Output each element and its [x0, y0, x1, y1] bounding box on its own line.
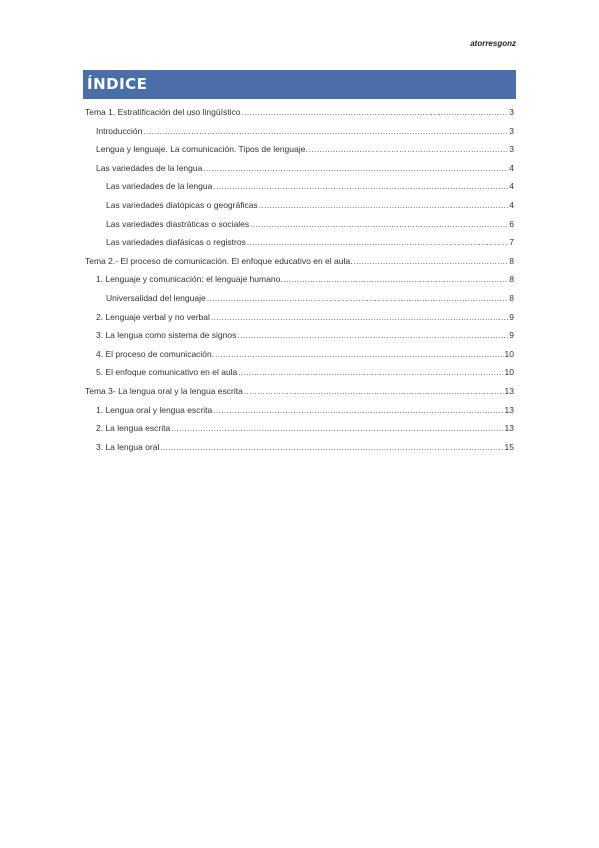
toc-entry[interactable] [96, 401, 514, 415]
toc-entry[interactable] [96, 363, 514, 377]
toc-page-number: 10 [504, 348, 514, 359]
index-title: ÍNDICE [87, 75, 148, 93]
toc-page-number: 9 [509, 330, 514, 341]
toc-dot-leader [213, 405, 503, 415]
toc-dot-leader [250, 219, 508, 229]
toc-entry-title: Tema 3- La lengua oral y la lengua escrita [85, 386, 243, 396]
toc-entry-title: 3. La lengua como sistema de signos [96, 330, 237, 341]
toc-page-number: 3 [509, 107, 514, 117]
toc-entry[interactable] [96, 122, 514, 136]
toc-entry-title: Tema 2.- El proceso de comunicación. El enfoque educativo en el aula. [85, 255, 353, 266]
toc-page-number: 4 [509, 200, 514, 210]
toc-dot-leader [213, 181, 508, 191]
toc-page-number: 7 [509, 237, 514, 248]
toc-entry-title: 1. Lengua oral y lengua escrita [96, 404, 213, 415]
toc-entry-title: 4. El proceso de comunicación. [96, 348, 215, 359]
toc-dot-leader [309, 144, 509, 154]
toc-dot-leader [247, 237, 508, 247]
toc-entry[interactable] [85, 252, 514, 266]
toc-entry[interactable] [96, 270, 514, 284]
toc-entry[interactable] [96, 419, 514, 433]
toc-entry-title: Las variedades de la lengua [96, 162, 203, 173]
toc-entry-title: Tema 1. Estratificación del uso lingüístico [85, 107, 241, 117]
toc-dot-leader [203, 163, 508, 173]
toc-page-number: 3 [509, 125, 514, 136]
toc-dot-leader [244, 386, 504, 396]
toc-entry[interactable] [96, 438, 514, 452]
toc-entry[interactable] [96, 308, 514, 322]
toc-entry[interactable] [106, 196, 514, 210]
toc-dot-leader [241, 107, 508, 117]
index-banner [83, 70, 516, 99]
toc-page-number: 3 [509, 144, 514, 155]
toc-entry-title: 2. Lenguaje verbal y no verbal [96, 311, 210, 322]
toc-entry[interactable] [106, 215, 514, 229]
toc-dot-leader [237, 330, 508, 340]
toc-dot-leader [353, 256, 508, 266]
toc-page-number: 10 [504, 367, 514, 378]
toc-entry[interactable] [106, 177, 514, 191]
toc-page-number: 8 [509, 255, 514, 266]
toc-entry-title: Las variedades diastráticas o sociales [106, 218, 250, 229]
toc-page-number: 13 [504, 404, 514, 415]
toc-dot-leader [143, 126, 508, 136]
toc-dot-leader [259, 200, 509, 210]
toc-entry[interactable] [85, 103, 514, 117]
toc-page-number: 9 [509, 311, 514, 322]
toc-page-number: 4 [509, 181, 514, 192]
toc-entry-title: Universalidad del lenguaje [106, 293, 206, 303]
toc-page-number: 8 [509, 274, 514, 285]
toc-entry-title: 5. El enfoque comunicativo en el aula [96, 367, 238, 378]
toc-entry-title: 3. La lengua oral [96, 441, 160, 452]
toc-dot-leader [211, 312, 508, 322]
toc-dot-leader [215, 349, 503, 359]
toc-entry[interactable] [96, 159, 514, 173]
toc-dot-leader [284, 274, 509, 284]
toc-entry[interactable] [85, 382, 514, 396]
toc-entry-title: Introducción [96, 125, 143, 136]
toc-page-number: 8 [509, 293, 514, 303]
author-name: atorresgonz [470, 39, 516, 48]
toc-dot-leader [171, 423, 503, 433]
toc-page-number: 13 [504, 386, 514, 396]
toc-entry[interactable] [106, 289, 514, 303]
toc-page-number: 15 [504, 441, 514, 452]
toc-page-number: 4 [509, 162, 514, 173]
toc-entry-title: Las variedades diafásicas o registros [106, 237, 246, 248]
toc-dot-leader [207, 293, 509, 303]
toc-entry-title: Las variedades diatópicas o geográficas [106, 200, 258, 210]
toc-page-number: 6 [509, 218, 514, 229]
toc-entry[interactable] [96, 140, 514, 154]
toc-entry[interactable] [96, 345, 514, 359]
toc-entry[interactable] [106, 233, 514, 247]
toc-dot-leader [238, 367, 503, 377]
toc-entry-title: 1. Lenguaje y comunicación: el lenguaje humano. [96, 274, 283, 285]
toc-dot-leader [160, 442, 503, 452]
toc-page-number: 13 [504, 423, 514, 434]
toc-entry-title: Lengua y lenguaje. La comunicación. Tipos de lenguaje. [96, 144, 308, 155]
toc-entry-title: 2. La lengua escrita [96, 423, 171, 434]
toc-entry[interactable] [96, 326, 514, 340]
toc-entry-title: Las variedades de la lengua [106, 181, 213, 192]
